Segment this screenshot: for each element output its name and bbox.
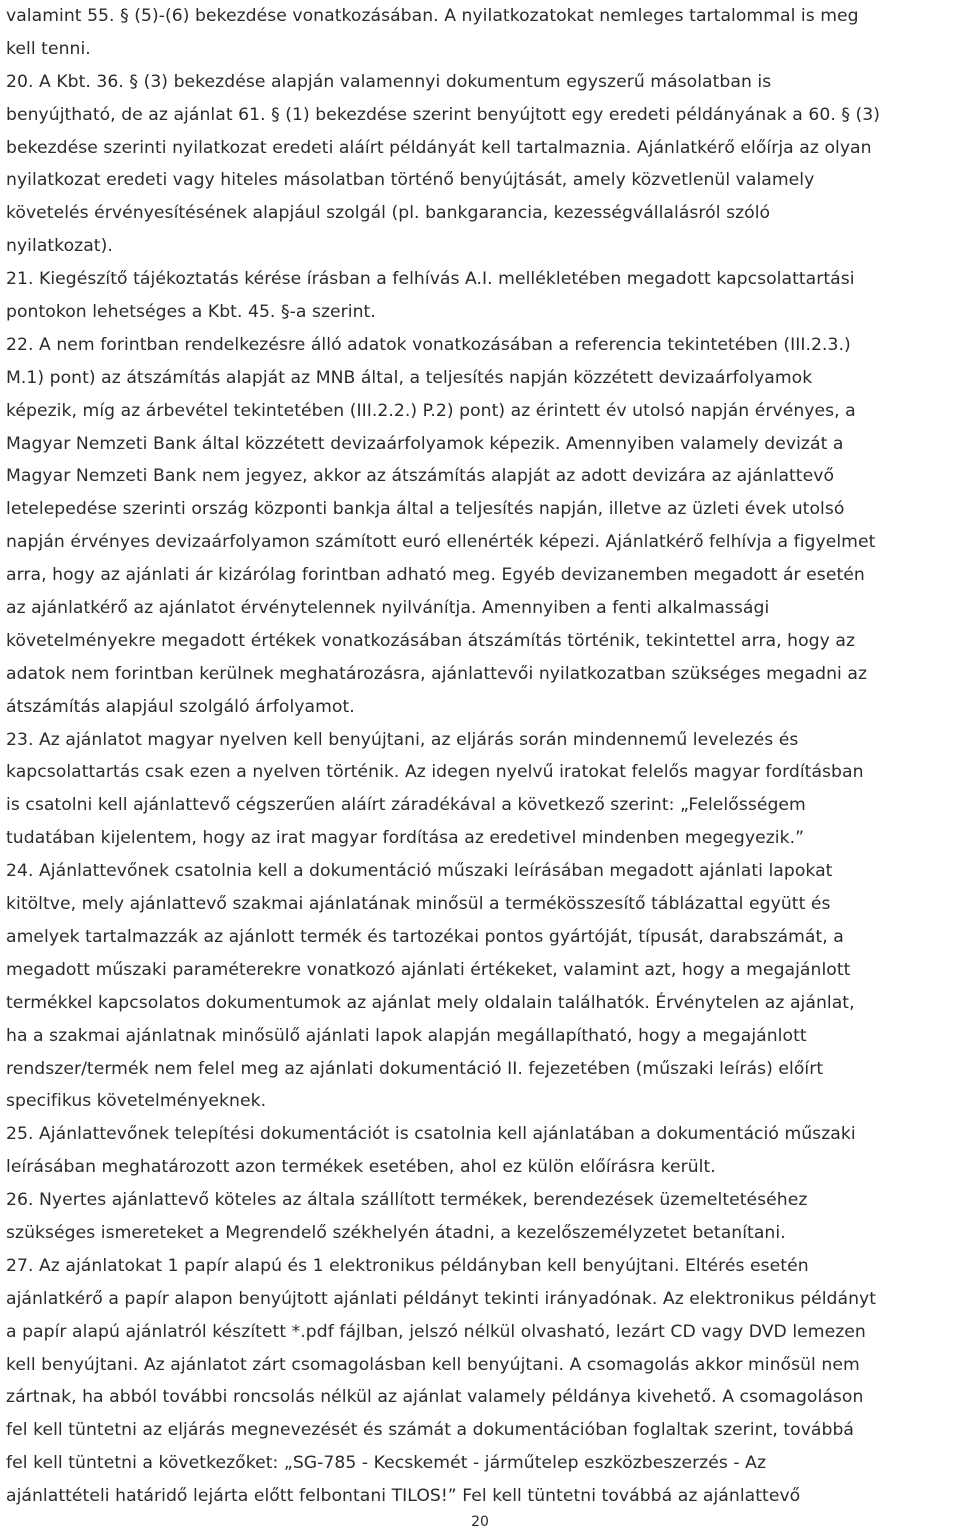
text-line: arra, hogy az ajánlati ár kizárólag forintban adható meg. Egyéb devizanemben megadott ár esetén — [6, 565, 865, 586]
text-line: 22. A nem forintban rendelkezésre álló adatok vonatkozásában a referencia tekintetében (III.2.3.) — [6, 334, 851, 355]
text-line: termékkel kapcsolatos dokumentumok az ajánlat mely oldalain találhatók. Érvénytelen az ajánlat, — [6, 992, 855, 1013]
text-line: kell tenni. — [6, 38, 91, 59]
text-line: benyújtható, de az ajánlat 61. § (1) bekezdése szerint benyújtott egy eredeti példányának a 60. § (3) — [6, 104, 881, 125]
text-line: képezik, míg az árbevétel tekintetében (III.2.2.) P.2) pont) az érintett év utolsó napján érvényes, a — [6, 400, 856, 421]
text-line: bekezdése szerinti nyilatkozat eredeti aláírt példányát kell tartalmaznia. Ajánlatkérő előírja az olyan — [6, 137, 872, 158]
text-line: 24. Ajánlattevőnek csatolnia kell a dokumentáció műszaki leírásában megadott ajánlati lapokat — [6, 861, 833, 882]
text-line: ajánlattételi határidő lejárta előtt felbontani TILOS!” Fel kell tüntetni továbbá az ajánlattevő — [6, 1486, 801, 1507]
text-line: zártnak, ha abból további roncsolás nélkül az ajánlat valamely példánya kivehető. A csomagoláson — [6, 1387, 864, 1408]
text-line: 26. Nyertes ajánlattevő köteles az általa szállított termékek, berendezések üzemeltetéséhez — [6, 1190, 808, 1211]
text-line: ajánlatkérő a papír alapon benyújtott ajánlati példányt tekinti irányadónak. Az elektronikus példányt — [6, 1288, 877, 1309]
text-line: kapcsolattartás csak ezen a nyelven történik. Az idegen nyelvű iratokat felelős magyar fordításban — [6, 762, 864, 783]
text-line: megadott műszaki paraméterekre vonatkozó ajánlati értékeket, valamint azt, hogy a megajánlott — [6, 959, 851, 980]
text-line: nyilatkozat). — [6, 236, 113, 257]
page-number: 20 — [471, 1514, 489, 1530]
text-line: követelményekre megadott értékek vonatkozásában átszámítás történik, tekintettel arra, hogy az — [6, 630, 856, 651]
text-line: adatok nem forintban kerülnek meghatározásra, ajánlattevői nyilatkozatban szükséges megadni az — [6, 663, 868, 684]
document-page — [6, 0, 950, 1513]
text-line: fel kell tüntetni a következőket: „SG-785 - Kecskemét - járműtelep eszközbeszerzés - Az — [6, 1453, 767, 1474]
text-line: követelés érvényesítésének alapjául szolgál (pl. bankgarancia, kezességvállalásról szóló — [6, 203, 771, 224]
text-line: szükséges ismereteket a Megrendelő székhelyén átadni, a kezelőszemélyzetet betanítani. — [6, 1222, 786, 1243]
text-line: 25. Ajánlattevőnek telepítési dokumentációt is csatolnia kell ajánlatában a dokumentáció műszaki — [6, 1124, 856, 1145]
text-line: M.1) pont) az átszámítás alapját az MNB által, a teljesítés napján közzétett devizaárfolyamok — [6, 367, 813, 388]
text-line: az ajánlatkérő az ajánlatot érvénytelennek nyilvánítja. Amennyiben a fenti alkalmassági — [6, 598, 770, 619]
text-line: Magyar Nemzeti Bank által közzétett devizaárfolyamok képezik. Amennyiben valamely devizát a — [6, 433, 844, 454]
text-line: nyilatkozat eredeti vagy hiteles másolatban történő benyújtását, amely közvetlenül valamely — [6, 170, 815, 191]
text-line: kell benyújtani. Az ajánlatot zárt csomagolásban kell benyújtani. A csomagolás akkor minősül nem — [6, 1354, 860, 1375]
text-line: kitöltve, mely ajánlattevő szakmai ajánlatának minősül a termékösszesítő táblázattal együtt és — [6, 894, 831, 915]
text-line: Magyar Nemzeti Bank nem jegyez, akkor az átszámítás alapját az adott devizára az ajánlattevő — [6, 466, 835, 487]
text-line: leírásában meghatározott azon termékek esetében, ahol ez külön előírásra került. — [6, 1157, 716, 1178]
text-line: 23. Az ajánlatot magyar nyelven kell benyújtani, az eljárás során mindennemű levelezés és — [6, 729, 799, 750]
text-line: napján érvényes devizaárfolyamon számított euró ellenérték képezi. Ajánlatkérő felhívja a figyelmet — [6, 532, 876, 553]
text-line: amelyek tartalmazzák az ajánlott termék és tartozékai pontos gyártóját, típusát, darabszámát, a — [6, 926, 844, 947]
text-line: is csatolni kell ajánlattevő cégszerűen aláírt záradékával a következő szerint: „Felelősségem — [6, 795, 806, 816]
text-line: pontokon lehetséges a Kbt. 45. §-a szerint. — [6, 302, 376, 323]
text-line: átszámítás alapjául szolgáló árfolyamot. — [6, 696, 355, 717]
text-line: fel kell tüntetni az eljárás megnevezését és számát a dokumentációban foglaltak szerint, továbbá — [6, 1420, 855, 1441]
text-line: ha a szakmai ajánlatnak minősülő ajánlati lapok alapján megállapítható, hogy a megajánlott — [6, 1025, 807, 1046]
text-line: letelepedése szerinti ország központi bankja által a teljesítés napján, illetve az üzleti évek utolsó — [6, 499, 845, 520]
text-line: a papír alapú ajánlatról készített *.pdf fájlban, jelszó nélkül olvasható, lezárt CD vagy DVD lemezen — [6, 1321, 866, 1342]
text-line: 21. Kiegészítő tájékoztatás kérése írásban a felhívás A.I. mellékletében megadott kapcsolattartási — [6, 269, 855, 290]
text-line: tudatában kijelentem, hogy az irat magyar fordítása az eredetivel mindenben megegyezik.” — [6, 828, 805, 849]
text-line: 27. Az ajánlatokat 1 papír alapú és 1 elektronikus példányban kell benyújtani. Eltérés esetén — [6, 1255, 809, 1276]
text-line: specifikus követelményeknek. — [6, 1091, 267, 1112]
text-line: 20. A Kbt. 36. § (3) bekezdése alapján valamennyi dokumentum egyszerű másolatban is — [6, 71, 772, 92]
text-line: rendszer/termék nem felel meg az ajánlati dokumentáció II. fejezetében (műszaki leírás) előírt — [6, 1058, 824, 1079]
text-line: valamint 55. § (5)-(6) bekezdése vonatkozásában. A nyilatkozatokat nemleges tartalommal is meg — [6, 6, 859, 26]
